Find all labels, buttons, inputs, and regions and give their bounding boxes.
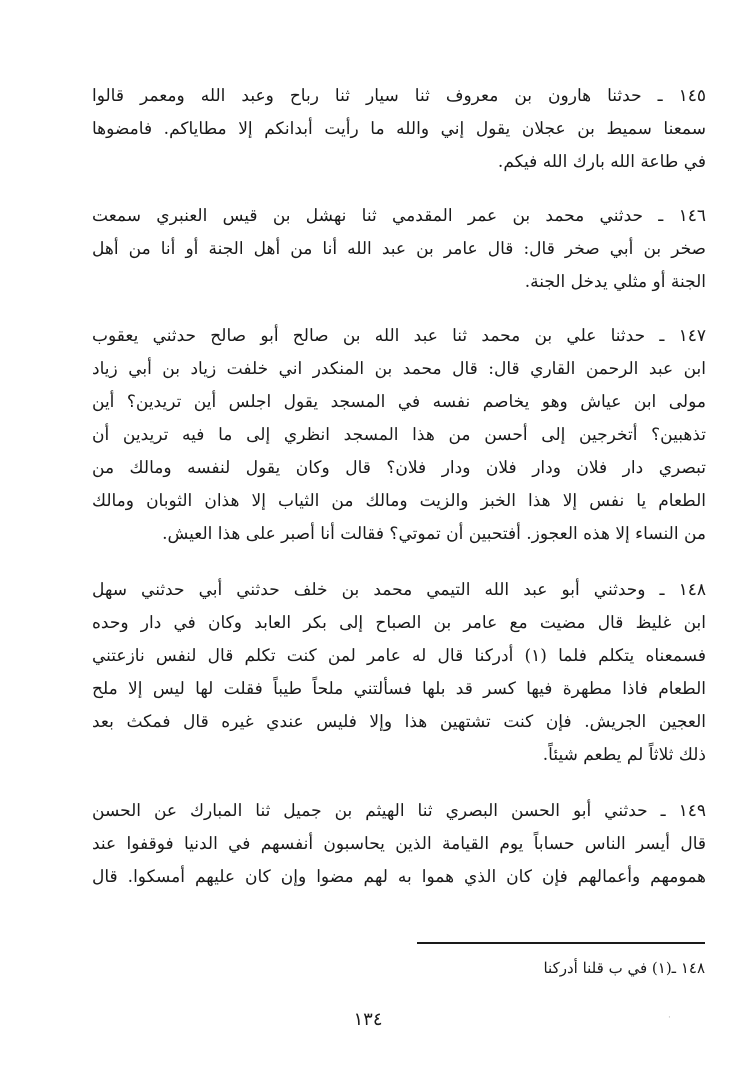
text-line: سمعنا سميط بن عجلان يقول إني والله ما رأيت أبدانكم إلا مطاياكم. فامضوها — [92, 119, 706, 139]
text-line: مولى ابن عياش وهو يخاصم نفسه في المسجد يقول اجلس أين تريدين؟ أين — [92, 392, 706, 412]
text-line: ١٤٧ ـ حدثنا علي بن محمد ثنا عبد الله بن صالح أبو صالح حدثني يعقوب — [92, 326, 706, 346]
text-line: ١٤٨ ـ وحدثني أبو عبد الله التيمي محمد بن خلف حدثني أبي حدثني سهل — [92, 580, 706, 600]
text-line: ذلك ثلاثاً لم يطعم شيئاً. — [542, 745, 706, 765]
paragraph-148 — [92, 574, 706, 772]
page-number: ١٣٤ — [353, 1009, 383, 1030]
text-line: الجنة أو مثلي يدخل الجنة. — [524, 272, 706, 292]
text-line: من النساء إلا هذه العجوز. أفتحبين أن تموتي؟ فقالت أنا أصبر على هذا العيش. — [162, 524, 706, 544]
text-line: في طاعة الله بارك الله فيكم. — [497, 152, 706, 172]
paragraph-147 — [92, 320, 706, 551]
text-line: ١٤٩ ـ حدثني أبو الحسن البصري ثنا الهيثم بن جميل ثنا المبارك عن الحسن — [92, 801, 706, 821]
footnote-divider — [417, 942, 705, 944]
text-line: تذهبين؟ أتخرجين إلى أحسن من هذا المسجد انظري إلى ما فيه تريدين أن — [92, 425, 706, 445]
text-line: قال أيسر الناس حساباً يوم القيامة الذين يحاسبون أنفسهم في الدنيا فوقفوا عند — [92, 834, 706, 854]
text-line: همومهم وأعمالهم فإن كان الذي هموا به لهم مضوا وإن كان عليهم أمسكوا. قال — [92, 867, 706, 887]
scan-speck-icon: · — [668, 1013, 671, 1023]
text-line: ١٤٥ ـ حدثنا هارون بن معروف ثنا سيار ثنا رباح وعبد الله ومعمر قالوا — [92, 86, 706, 106]
footnote: ١٤٨ ـ(١) في ب قلنا أدركنا — [543, 959, 705, 977]
paragraph-149 — [92, 795, 706, 894]
text-line: الطعام يا نفس إلا هذا الخبز والزيت ومالك من الثياب إلا هذان الثوبان ومالك — [92, 491, 706, 511]
paragraph-145 — [92, 80, 706, 179]
text-line: ابن عبد الرحمن القاري قال: قال محمد بن المنكدر اني خلفت زياد بن أبي زياد — [92, 359, 706, 379]
text-line: ابن غليظ قال مضيت مع عامر بن الصباح إلى بكر العابد وكان في دار وحده — [92, 613, 706, 633]
text-line: صخر بن أبي صخر قال: قال عامر بن عبد الله أنا من أهل الجنة أو أنا من أهل — [92, 239, 706, 259]
text-line: الطعام فاذا مطهرة فيها كسر قد بلها فسألتني ملحاً طيباً فقلت لها ليس إلا ملح — [92, 679, 706, 699]
paragraph-146 — [92, 200, 706, 299]
text-line: تبصري دار فلان ودار فلان ودار فلان؟ قال وكان يقول لنفسه ومالك من — [92, 458, 706, 478]
text-line: العجين الجريش. فإن كنت تشتهين هذا وإلا فليس عندي غيره قال فمكث بعد — [92, 712, 706, 732]
text-line: ١٤٦ ـ حدثني محمد بن عمر المقدمي ثنا نهشل بن قيس العنبري سمعت — [92, 206, 706, 226]
text-line: فسمعناه يتكلم فلما (١) أدركنا قال له عامر لمن كنت تكلم قال لنفس نازعتني — [92, 646, 706, 666]
